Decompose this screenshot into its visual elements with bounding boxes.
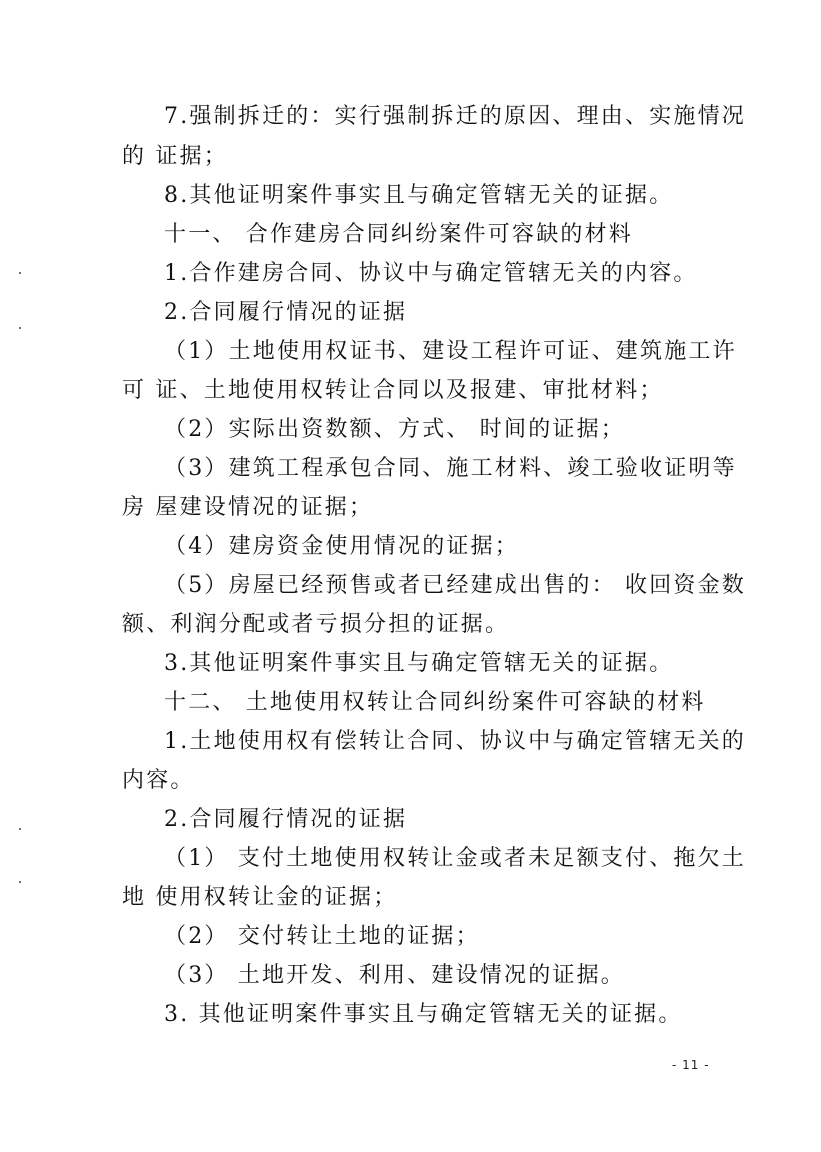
text-line-item-1: 1.土地使用权有偿转让合同、协议中与确定管辖无关的 <box>164 729 746 754</box>
page-number: - 11 - <box>672 1058 710 1072</box>
text-line-subitem-4: （4）建房资金使用情况的证据； <box>164 534 519 559</box>
text-line-subitem-2: （2）实际出资数额、方式、 时间的证据； <box>164 417 625 442</box>
text-line-continuation: 可 证、土地使用权转让合同以及报建、审批材料； <box>122 378 664 403</box>
text-line-item-8-other-evidence: 8.其他证明案件事实且与确定管辖无关的证据。 <box>164 183 674 208</box>
scan-speck <box>19 828 21 830</box>
text-line-continuation: 房 屋建设情况的证据； <box>122 495 374 520</box>
text-line-item-2: 2.合同履行情况的证据 <box>164 807 408 832</box>
text-line-item-2: 2.合同履行情况的证据 <box>164 300 408 325</box>
text-line-continuation: 内容。 <box>122 768 195 793</box>
text-line-continuation: 的 证据； <box>122 144 228 169</box>
text-line-subitem-3: （3） 土地开发、利用、建设情况的证据。 <box>164 963 625 988</box>
text-line-subitem-1: （1） 支付土地使用权转让金或者未足额支付、拖欠土 <box>164 846 746 871</box>
text-line-subitem-1: （1）土地使用权证书、建设工程许可证、建筑施工许 <box>164 339 737 364</box>
section-heading-twelve: 十二、 土地使用权转让合同纠纷案件可容缺的材料 <box>164 690 706 715</box>
text-line-item-3: 3. 其他证明案件事实且与确定管辖无关的证据。 <box>164 1002 683 1027</box>
text-line-subitem-5: （5）房屋已经预售或者已经建成出售的： 收回资金数 <box>164 573 746 598</box>
text-line-subitem-2: （2） 交付转让土地的证据； <box>164 924 480 949</box>
text-line-item-3: 3.其他证明案件事实且与确定管辖无关的证据。 <box>164 651 674 676</box>
section-heading-eleven: 十一、 合作建房合同纠纷案件可容缺的材料 <box>164 222 633 247</box>
text-line-continuation: 额、利润分配或者亏损分担的证据。 <box>122 612 510 637</box>
scan-speck <box>19 272 21 274</box>
text-line-continuation: 地 使用权转让金的证据； <box>122 885 398 910</box>
text-line-item-7-forced-demolition: 7.强制拆迁的：实行强制拆迁的原因、理由、实施情况 <box>164 104 746 129</box>
scan-speck <box>19 881 21 883</box>
text-line-subitem-3: （3）建筑工程承包合同、施工材料、竣工验收证明等 <box>164 456 737 481</box>
scan-speck <box>19 327 21 329</box>
text-line-item-1: 1.合作建房合同、协议中与确定管辖无关的内容。 <box>164 261 698 286</box>
